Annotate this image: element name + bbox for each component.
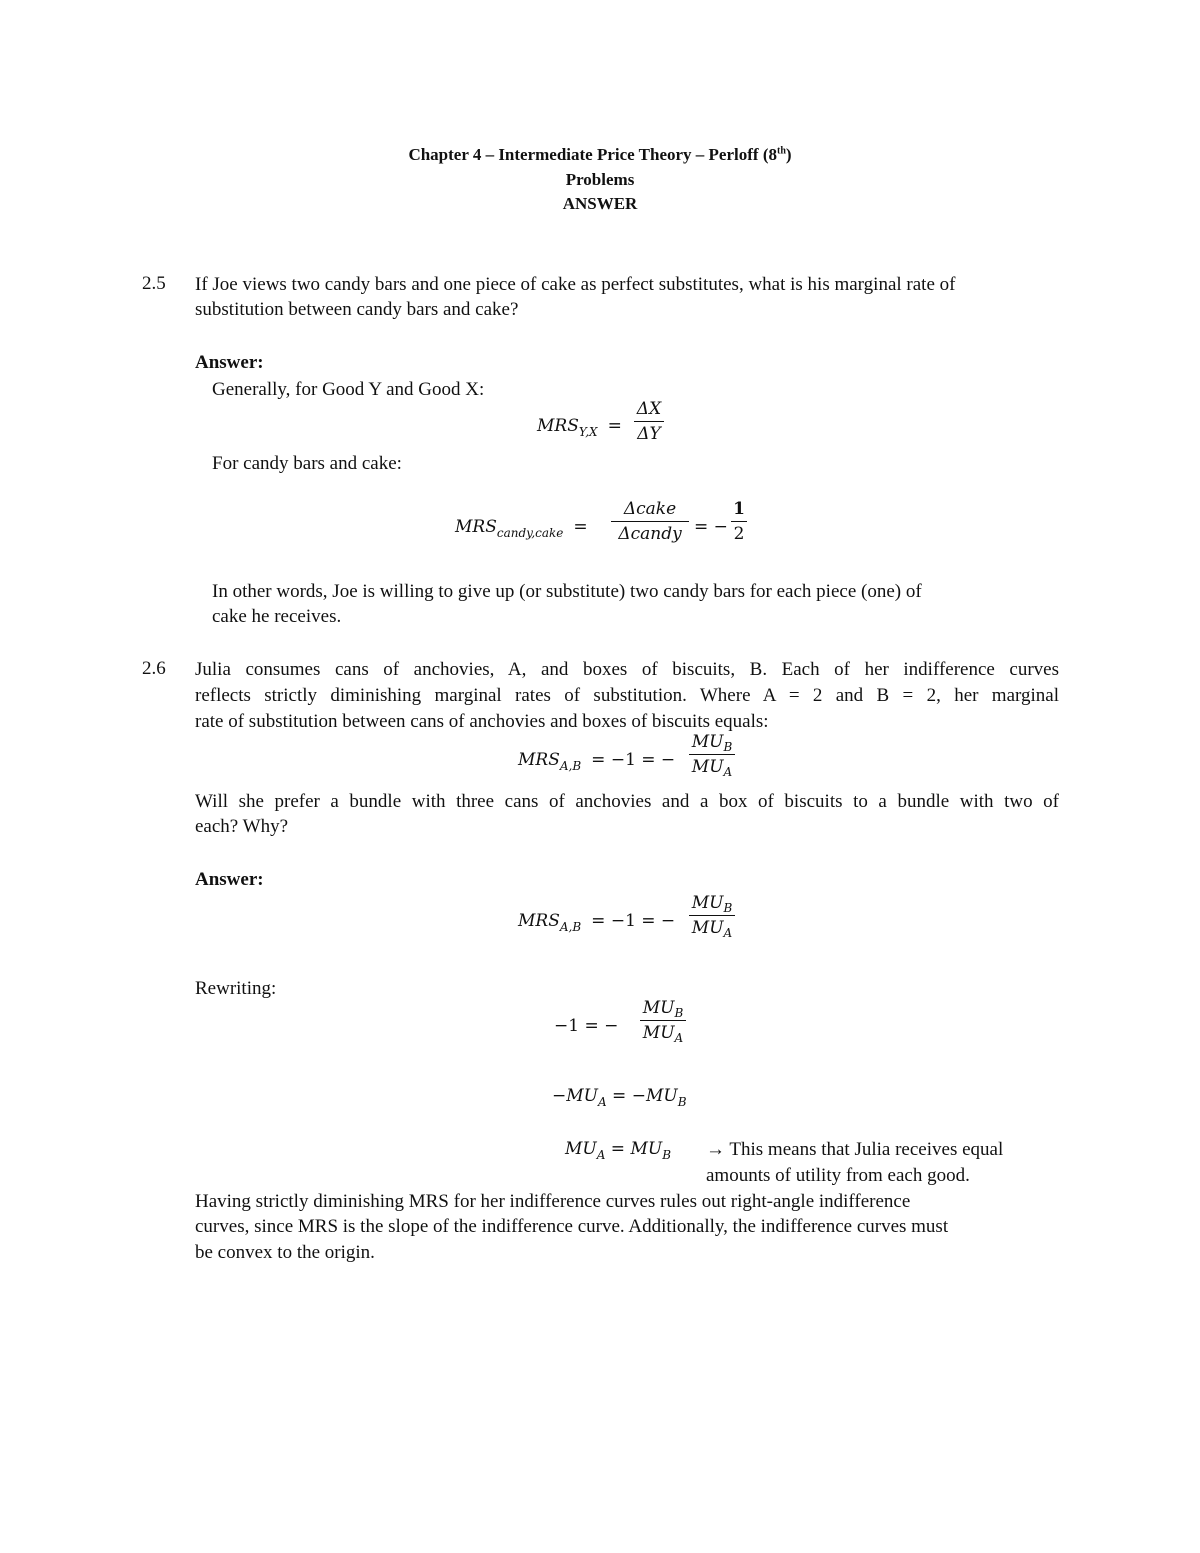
r1-den-sub: A — [674, 1031, 684, 1045]
equation-mrs-yx — [537, 416, 622, 439]
eqq-lhs: MRS — [518, 750, 560, 770]
eq1-fraction-bar — [634, 421, 664, 422]
q25-text-line2: substitution between candy bars and cake? — [195, 299, 519, 320]
q26-question-equation — [518, 750, 676, 773]
equation-mrs-candy-cake — [455, 517, 588, 540]
q26-final-line3: be convex to the origin. — [195, 1242, 375, 1263]
eqa-lhs-sub: A,B — [559, 920, 582, 934]
eqq-den: MU — [691, 757, 724, 777]
eq2-half-numerator: 1 — [733, 499, 745, 519]
eqa-num: MU — [691, 893, 724, 913]
rewrite-eq3 — [565, 1139, 672, 1162]
title-superscript: th — [776, 145, 786, 157]
eqa-mid: = −1 = − — [591, 911, 676, 931]
eq2-half-fraction — [731, 499, 747, 544]
q26-question-line2: each? Why? — [195, 816, 289, 837]
q26-text-line2: reflects strictly diminishing marginal rates of substitution. Where A = 2 and B = 2, her marginal — [195, 685, 1059, 706]
q26-final-line1: Having strictly diminishing MRS for her indifference curves rules out right-angle indifference — [195, 1191, 911, 1212]
eq2-equals-minus: = − — [694, 517, 728, 537]
eq1-denominator: ΔY — [637, 424, 661, 444]
document-subtitle: Problems — [565, 170, 635, 189]
title-close: ) — [785, 145, 792, 164]
q26-question-line1: Will she prefer a bundle with three cans of anchovies and a box of biscuits to a bundle with two of — [195, 791, 1059, 812]
eqa-den: MU — [691, 918, 724, 938]
rewrite-eq1-fraction — [640, 998, 686, 1043]
q25-conclusion-line2: cake he receives. — [212, 606, 342, 627]
eq2-denominator: Δcandy — [618, 524, 682, 544]
q26-text-line3: rate of substitution between cans of anchovies and boxes of biscuits equals: — [195, 711, 769, 732]
q26-answer-label: Answer: — [195, 869, 264, 890]
eq1-lhs-sub: Y,X — [578, 425, 598, 439]
q26-note-line2: amounts of utility from each good. — [706, 1165, 970, 1186]
r2-b-sub: B — [677, 1095, 687, 1109]
r1-num-sub: B — [674, 1006, 684, 1020]
r3-mid: = MU — [605, 1139, 663, 1159]
eq1-fraction — [634, 399, 664, 444]
eqa-lhs: MRS — [518, 911, 560, 931]
rewrite-eq2 — [552, 1086, 687, 1109]
q26-rewriting: Rewriting: — [195, 978, 277, 999]
eqq-num-sub: B — [723, 740, 733, 754]
eqq-lhs-sub: A,B — [559, 759, 582, 773]
eqq-fraction-bar — [689, 754, 735, 755]
eqa-fraction-bar — [689, 915, 735, 916]
eqq-fraction — [689, 732, 735, 777]
r3-a: MU — [565, 1139, 597, 1159]
rewrite-eq1-lhs: −1 = − — [554, 1016, 619, 1036]
q26-text-line1: Julia consumes cans of anchovies, A, and boxes of biscuits, B. Each of her indifference curves — [195, 659, 1059, 680]
r3-b-sub: B — [662, 1148, 672, 1162]
question-number-2-5: 2.5 — [142, 273, 166, 294]
document-title — [0, 145, 1200, 165]
q25-text-line1: If Joe views two candy bars and one piece of cake as perfect substitutes, what is his marginal rate of — [195, 274, 956, 295]
q25-for-candy: For candy bars and cake: — [212, 453, 402, 474]
answer-heading: ANSWER — [562, 194, 638, 213]
eq1-lhs: MRS — [537, 416, 579, 436]
eq2-half-bar — [731, 521, 747, 522]
r1-num: MU — [642, 998, 675, 1018]
eqa-den-sub: A — [723, 926, 733, 940]
eqq-den-sub: A — [723, 765, 733, 779]
eqa-num-sub: B — [723, 901, 733, 915]
eq2-half-denominator: 2 — [733, 524, 745, 544]
eq1-numerator: ΔX — [636, 399, 662, 419]
q26-answer-equation — [518, 911, 676, 934]
q25-answer-label: Answer: — [195, 352, 264, 373]
eq2-fraction-bar — [611, 521, 689, 522]
r1-fraction-bar — [640, 1020, 686, 1021]
q25-generally: Generally, for Good Y and Good X: — [212, 379, 485, 400]
eqq-mid: = −1 = − — [591, 750, 676, 770]
eqq-num: MU — [691, 732, 724, 752]
title-text: Chapter 4 – Intermediate Price Theory – Perloff (8 — [408, 145, 777, 164]
q25-conclusion-line1: In other words, Joe is willing to give up (or substitute) two candy bars for each piece (one) of — [212, 581, 922, 602]
eq2-lhs-sub: candy,cake — [496, 526, 564, 540]
r1-den: MU — [642, 1023, 675, 1043]
r2-a: −MU — [552, 1086, 598, 1106]
eq2-equals: = — [573, 517, 588, 537]
eq1-equals: = — [607, 416, 622, 436]
eq2-numerator: Δcake — [623, 499, 677, 519]
eqa-fraction — [689, 893, 735, 938]
eq2-fraction — [611, 499, 689, 544]
r2-a-sub: A — [597, 1095, 607, 1109]
q26-final-line2: curves, since MRS is the slope of the indifference curve. Additionally, the indifference curves must — [195, 1216, 949, 1237]
r3-a-sub: A — [596, 1148, 606, 1162]
r2-mid: = −MU — [606, 1086, 678, 1106]
eq2-lhs: MRS — [455, 517, 497, 537]
q26-note-line1: → This means that Julia receives equal — [706, 1139, 1004, 1160]
question-number-2-6: 2.6 — [142, 658, 166, 679]
